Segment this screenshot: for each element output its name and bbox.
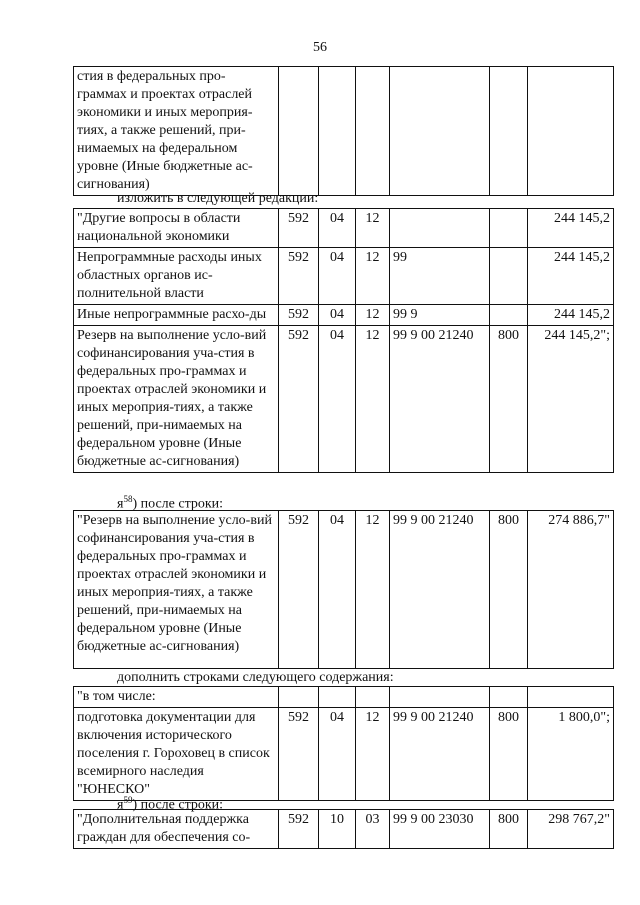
row-code-pr: 12 [356, 326, 390, 473]
row-code-pr: 12 [356, 209, 390, 248]
row-code-rz: 04 [319, 708, 356, 801]
row-name: Резерв на выполнение усло-вий софинансирования уча-стия в федеральных про-граммах и проектах отраслей экономики и иных мероприя-тиях, а также решений, при-нимаемых на федеральном уровне (Иные бюджетные ас-сигнования) [74, 326, 279, 473]
table-row [74, 209, 614, 248]
row-sum: 274 886,7" [528, 511, 614, 669]
row-code-csr: 99 9 00 21240 [390, 326, 490, 473]
row-code-gr: 592 [279, 810, 319, 849]
row-code-pr: 12 [356, 708, 390, 801]
budget-table-5 [73, 809, 614, 849]
budget-table-1 [73, 66, 614, 196]
row-sum: 298 767,2" [528, 810, 614, 849]
row-name: "Другие вопросы в области национальной экономики [74, 209, 279, 248]
table-row [74, 67, 614, 196]
table-row [74, 708, 614, 801]
row-sum: 244 145,2 [528, 305, 614, 326]
row-code-rz: 04 [319, 248, 356, 305]
row-sum: 244 145,2"; [528, 326, 614, 473]
row-code-vr: 800 [490, 810, 528, 849]
row-code-csr: 99 9 00 21240 [390, 511, 490, 669]
budget-table-4 [73, 686, 614, 801]
row-code-vr [490, 248, 528, 305]
row-code-gr: 592 [279, 209, 319, 248]
row-code-vr [490, 67, 528, 196]
budget-table-3 [73, 510, 614, 669]
row-code-rz: 10 [319, 810, 356, 849]
table-row [74, 511, 614, 669]
row-code-gr: 592 [279, 511, 319, 669]
row-code-rz [319, 67, 356, 196]
row-sum [528, 67, 614, 196]
row-code-pr: 12 [356, 511, 390, 669]
row-code-pr: 03 [356, 810, 390, 849]
row-code-gr: 592 [279, 248, 319, 305]
note-prefix: я [117, 797, 124, 813]
row-code-rz [319, 687, 356, 708]
row-sum: 244 145,2 [528, 209, 614, 248]
row-code-gr: 592 [279, 708, 319, 801]
row-code-csr: 99 [390, 248, 490, 305]
note-text: ) после строки: [132, 797, 224, 813]
row-code-pr [356, 687, 390, 708]
row-code-gr: 592 [279, 326, 319, 473]
row-code-csr [390, 687, 490, 708]
row-code-rz: 04 [319, 209, 356, 248]
table-row [74, 248, 614, 305]
row-sum: 244 145,2 [528, 248, 614, 305]
instruction-note: дополнить строками следующего содержания: [117, 670, 394, 685]
row-code-rz: 04 [319, 305, 356, 326]
row-name: "Резерв на выполнение усло-вий софинансирования уча-стия в федеральных про-граммах и проектах отраслей экономики и иных мероприя-тиях, а также решений, при-нимаемых на федеральном уровне (Иные бюджетные ас-сигнования) [74, 511, 279, 669]
table-row [74, 687, 614, 708]
row-name: "Дополнительная поддержка граждан для обеспечения со- [74, 810, 279, 849]
note-text: ) после строки: [132, 496, 224, 512]
row-code-vr: 800 [490, 511, 528, 669]
row-code-vr [490, 209, 528, 248]
row-code-pr: 12 [356, 248, 390, 305]
row-name: Непрограммные расходы иных областных органов ис-полнительной власти [74, 248, 279, 305]
row-code-pr [356, 67, 390, 196]
row-code-gr [279, 67, 319, 196]
row-code-vr: 800 [490, 326, 528, 473]
row-code-rz: 04 [319, 511, 356, 669]
row-sum: 1 800,0"; [528, 708, 614, 801]
row-code-csr: 99 9 [390, 305, 490, 326]
row-name: подготовка документации для включения исторического поселения г. Гороховец в список всемирного наследия "ЮНЕСКО" [74, 708, 279, 801]
row-code-vr: 800 [490, 708, 528, 801]
budget-table-2 [73, 208, 614, 473]
row-name: Иные непрограммные расхо-ды [74, 305, 279, 326]
row-code-gr: 592 [279, 305, 319, 326]
row-code-csr [390, 67, 490, 196]
note-prefix: я [117, 496, 124, 512]
table-row [74, 305, 614, 326]
row-code-gr [279, 687, 319, 708]
row-code-csr: 99 9 00 23030 [390, 810, 490, 849]
row-code-vr [490, 687, 528, 708]
page-number: 56 [313, 40, 327, 55]
footnote-marker: 58 [123, 494, 133, 504]
row-code-pr: 12 [356, 305, 390, 326]
row-code-vr [490, 305, 528, 326]
instruction-note: изложить в следующей редакции: [117, 191, 319, 206]
row-code-csr [390, 209, 490, 248]
row-name: "в том числе: [74, 687, 279, 708]
row-code-csr: 99 9 00 21240 [390, 708, 490, 801]
row-sum [528, 687, 614, 708]
row-code-rz: 04 [319, 326, 356, 473]
row-name: стия в федеральных про-граммах и проектах отраслей экономики и иных мероприя-тиях, а также решений, при-нимаемых на федеральном уровне (Иные бюджетные ас-сигнования) [74, 67, 279, 196]
table-row [74, 326, 614, 473]
table-row [74, 810, 614, 849]
footnote-marker: 59 [123, 795, 133, 805]
